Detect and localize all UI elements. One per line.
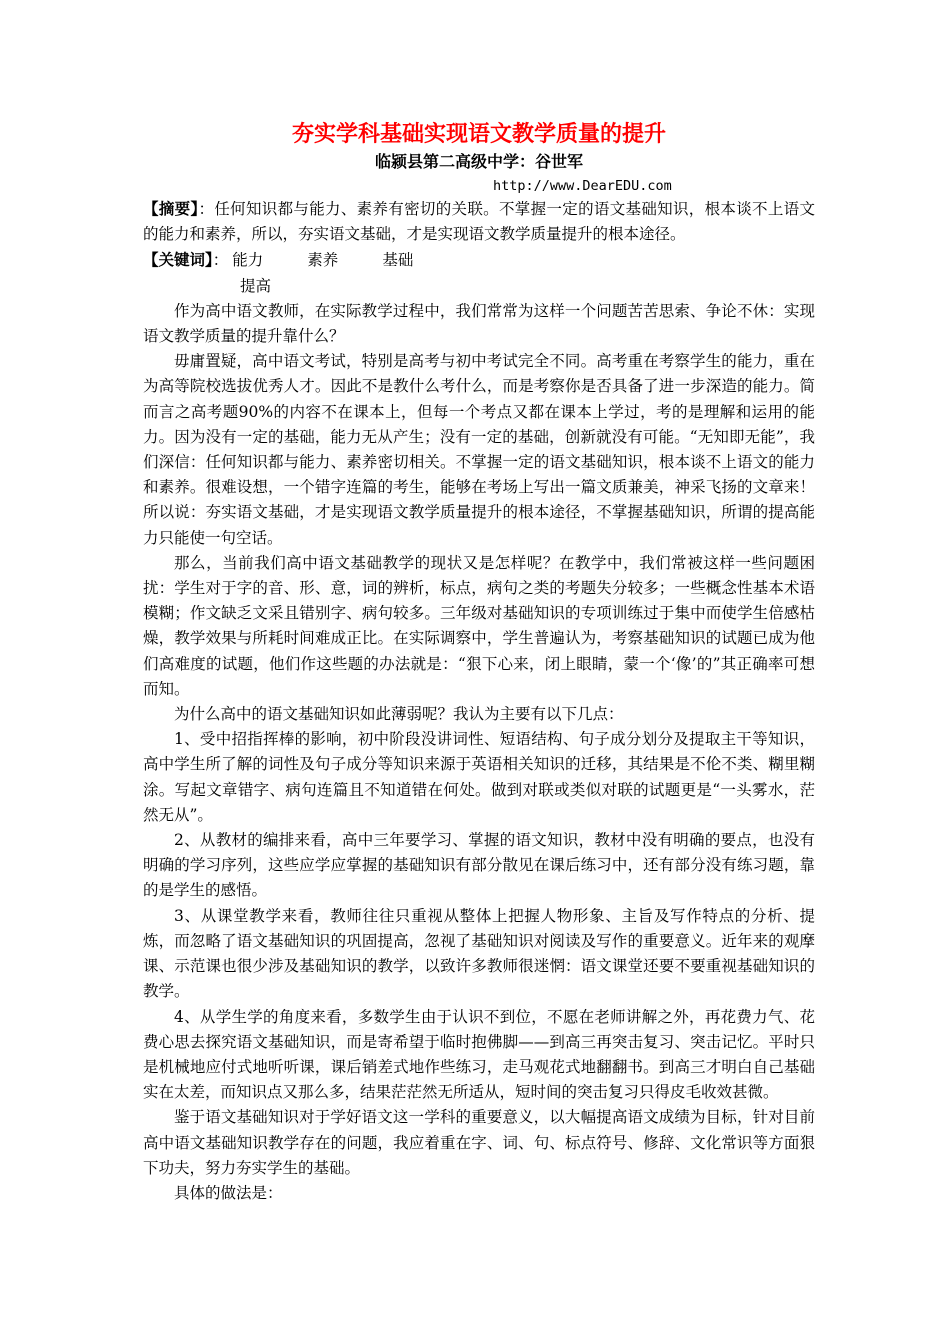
author-line: 临颍县第二高级中学：谷世军 bbox=[374, 152, 583, 171]
body-paragraph: 3、从课堂教学来看，教师往往只重视从整体上把握人物形象、主旨及写作特点的分析、提炼，而忽略了语文基础知识的巩固提高，忽视了基础知识对阅读及写作的重要意义。近年来的观摩课、示范课也很少涉及基础知识的教学，以致许多教师很迷惘：语文课堂还要不要重视基础知识的教学。 bbox=[143, 906, 815, 1001]
abstract bbox=[143, 196, 815, 247]
body-paragraph: 作为高中语文教师，在实际教学过程中，我们常常为这样一个问题苦苦思索、争论不休：实现语文教学质量的提升靠什么？ bbox=[143, 301, 815, 346]
body-paragraph: 为什么高中的语文基础知识如此薄弱呢？我认为主要有以下几点： bbox=[174, 705, 624, 724]
body-paragraph: 1、受中招指挥棒的影响，初中阶段没讲词性、短语结构、句子成分划分及提取主干等知识，高中学生所了解的词性及句子成分等知识来源于英语相关知识的迁移，其结果是不伦不类、糊里糊涂。写起文章错字、病句连篇且不知道错在何处。做到对联或类似对联的试题更是“一头雾水，茫然无从”。 bbox=[143, 730, 815, 824]
body-paragraph: 鉴于语文基础知识对于学好语文这一学科的重要意义，以大幅提高语文成绩为目标，针对目前高中语文基础知识教学存在的问题，我应着重在字、词、句、标点符号、修辞、文化常识等方面狠下功夫，努力夯实学生的基础。 bbox=[143, 1108, 815, 1177]
keywords-separator: ： bbox=[212, 251, 229, 270]
body-paragraph: 具体的做法是： bbox=[174, 1183, 283, 1202]
keyword-item: 能力 bbox=[232, 251, 264, 270]
keywords-line bbox=[143, 247, 815, 273]
abstract-label: 【摘要】 bbox=[143, 199, 199, 218]
keyword-item: 基础 bbox=[382, 251, 414, 270]
keywords-line-continued bbox=[143, 274, 815, 299]
keyword-item: 提高 bbox=[240, 276, 272, 295]
body-paragraph: 那么，当前我们高中语文基础教学的现状又是怎样呢？在教学中，我们常被这样一些问题困扰：学生对于字的音、形、意，词的辨析，标点，病句之类的考题失分较多；一些概念性基本术语模糊；作文缺乏文采且错别字、病句较多。三年级对基础知识的专项训练过于集中而使学生倍感枯燥，教学效果与所耗时间难成正比。在实际调察中，学生普遍认为，考察基础知识的试题已成为他们高难度的试题，他们作这些题的办法就是：“狠下心来，闭上眼睛，蒙一个‘像’的”其正确率可想而知。 bbox=[143, 553, 815, 698]
abstract-text: ：任何知识都与能力、素养有密切的关联。不掌握一定的语文基础知识，根本谈不上语文的能力和素养，所以，夯实语文基础，才是实现语文教学质量提升的根本途径。 bbox=[143, 200, 815, 244]
body-paragraph: 毋庸置疑，高中语文考试，特别是高考与初中考试完全不同。高考重在考察学生的能力，重在为高等院校选拔优秀人才。因此不是教什么考什么，而是考察你是否具备了进一步深造的能力。简而言之高考题90%的内容不在课本上，但每一个考点又都在课本上学过，考的是理解和运用的能力。因为没有一定的基础，能力无从产生；没有一定的基础，创新就没有可能。“无知即无能”，我们深信：任何知识都与能力、素养密切相关。不掌握一定的语文基础知识，根本谈不上语文的能力和素养。很难设想，一个错字连篇的考生，能够在考场上写出一篇文质兼美，神采飞扬的文章来！所以说：夯实语文基础，才是实现语文教学质量提升的根本途径，不掌握基础知识，所谓的提高能力只能使一句空话。 bbox=[143, 352, 815, 547]
keyword-item: 素养 bbox=[307, 251, 339, 270]
source-url-link[interactable]: http://www.DearEDU.com bbox=[493, 178, 672, 194]
body-paragraph: 2、从教材的编排来看，高中三年要学习、掌握的语文知识，教材中没有明确的要点，也没有明确的学习序列，这些应学应掌握的基础知识有部分散见在课后练习中，还有部分没有练习题，靠的是学生的感悟。 bbox=[143, 831, 815, 900]
document-page bbox=[143, 118, 815, 1206]
body-paragraph: 4、从学生学的角度来看，多数学生由于认识不到位，不愿在老师讲解之外，再花费力气、花费心思去探究语文基础知识，而是寄希望于临时抱佛脚——到高三再突击复习、突击记忆。平时只是机械地应付式地听听课，课后销差式地作些练习，走马观花式地翻翻书。到高三才明白自己基础实在太差，而知识点又那么多，结果茫茫然无所适从，短时间的突击复习只得皮毛收效甚微。 bbox=[143, 1007, 815, 1102]
document-title: 夯实学科基础实现语文教学质量的提升 bbox=[291, 121, 666, 147]
keywords-label: 【关键词】 bbox=[143, 250, 213, 270]
